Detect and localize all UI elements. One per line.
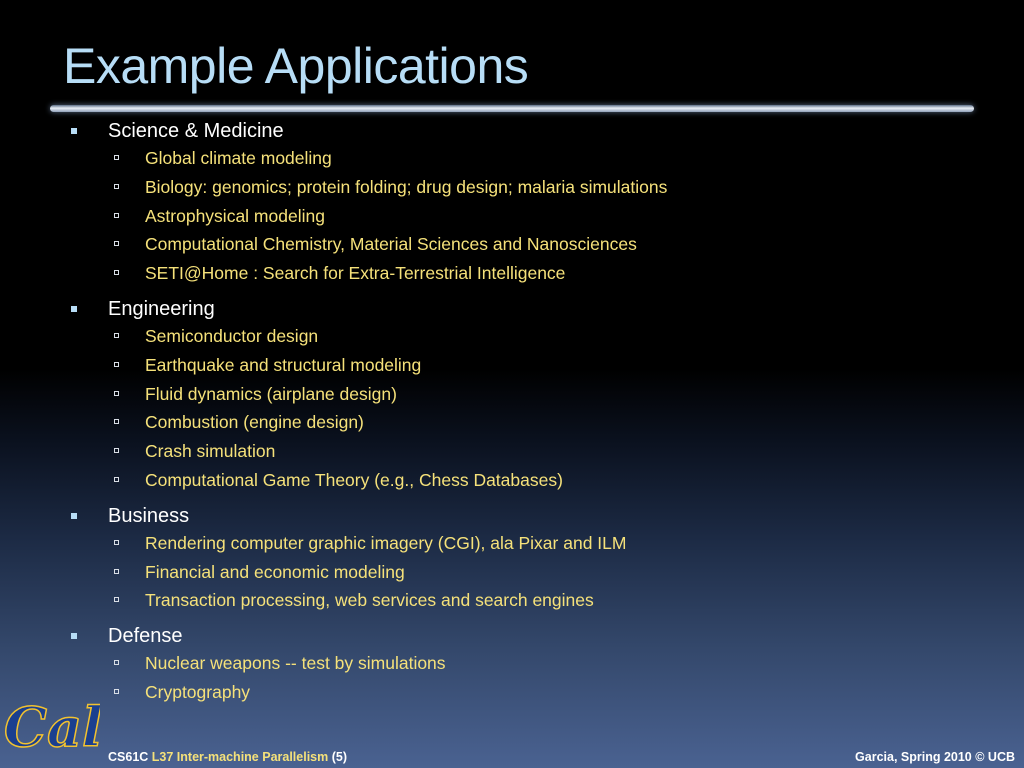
footer-page-number: (5) (331, 750, 348, 764)
list-item-text: Transaction processing, web services and search engines (145, 590, 594, 611)
list-item (68, 230, 988, 259)
list-item (68, 351, 988, 380)
list-item-text: Astrophysical modeling (145, 205, 325, 226)
hollow-square-bullet-icon (114, 333, 119, 338)
hollow-square-bullet-icon (114, 270, 119, 275)
list-item (68, 144, 988, 173)
list-item (68, 649, 988, 678)
list-item (68, 466, 988, 495)
section-heading (68, 296, 988, 322)
list-item-text: Cryptography (145, 681, 251, 702)
hollow-square-bullet-icon (114, 362, 119, 367)
bullet-list (68, 118, 988, 715)
hollow-square-bullet-icon (114, 184, 119, 189)
footer-course (108, 750, 347, 764)
list-item-text: Semiconductor design (145, 325, 319, 346)
footer-course-code: CS61C (108, 750, 149, 764)
list-item (68, 678, 988, 707)
list-item-text: SETI@Home : Search for Extra-Terrestrial Intelligence (145, 263, 566, 284)
cal-logo-icon (0, 690, 100, 760)
footer-lecture-title: L37 Inter-machine Parallelism (151, 750, 329, 764)
list-item-text: Fluid dynamics (airplane design) (145, 383, 397, 404)
list-item-text: Global climate modeling (145, 148, 332, 168)
footer-credit: Garcia, Spring 2010 © UCB (855, 750, 1015, 764)
list-item-text: Crash simulation (145, 441, 276, 462)
hollow-square-bullet-icon (114, 597, 119, 602)
hollow-square-bullet-icon (114, 419, 119, 424)
square-bullet-icon (71, 128, 77, 134)
list-item-text: Nuclear weapons -- test by simulations (145, 653, 446, 674)
list-item (68, 202, 988, 231)
list-item (68, 529, 988, 558)
list-item (68, 408, 988, 437)
list-item (68, 380, 988, 409)
list-item (68, 558, 988, 587)
list-item (68, 437, 988, 466)
hollow-square-bullet-icon (114, 689, 119, 694)
section (68, 296, 988, 495)
hollow-square-bullet-icon (114, 540, 119, 545)
list-item-text: Computational Game Theory (e.g., Chess Databases) (145, 469, 563, 490)
hollow-square-bullet-icon (114, 155, 119, 160)
section-label: Defense (108, 625, 183, 648)
section-label: Engineering (108, 297, 215, 320)
section-label: Business (108, 504, 190, 527)
section (68, 503, 988, 615)
title-divider (50, 105, 974, 112)
list-item-text: Earthquake and structural modeling (145, 354, 422, 375)
square-bullet-icon (71, 513, 77, 519)
hollow-square-bullet-icon (114, 241, 119, 246)
hollow-square-bullet-icon (114, 569, 119, 574)
list-item (68, 259, 988, 288)
list-item (68, 586, 988, 615)
hollow-square-bullet-icon (114, 477, 119, 482)
hollow-square-bullet-icon (114, 448, 119, 453)
section-heading (68, 503, 988, 529)
list-item-text: Biology: genomics; protein folding; drug design; malaria simulations (145, 176, 668, 197)
list-item-text: Computational Chemistry, Material Sciences and Nanosciences (145, 234, 637, 255)
hollow-square-bullet-icon (114, 213, 119, 218)
list-item-text: Combustion (engine design) (145, 412, 364, 433)
list-item-text: Rendering computer graphic imagery (CGI), ala Pixar and ILM (145, 532, 627, 553)
hollow-square-bullet-icon (114, 391, 119, 396)
section (68, 118, 988, 288)
list-item (68, 173, 988, 202)
section-label: Science & Medicine (108, 120, 284, 142)
cal-logo-text: Cal (4, 695, 100, 759)
section (68, 623, 988, 707)
square-bullet-icon (71, 306, 77, 312)
section-heading (68, 118, 988, 144)
hollow-square-bullet-icon (114, 660, 119, 665)
list-item (68, 322, 988, 351)
square-bullet-icon (71, 633, 77, 639)
list-item-text: Financial and economic modeling (145, 561, 405, 582)
section-heading (68, 623, 988, 649)
slide-title: Example Applications (63, 38, 529, 94)
